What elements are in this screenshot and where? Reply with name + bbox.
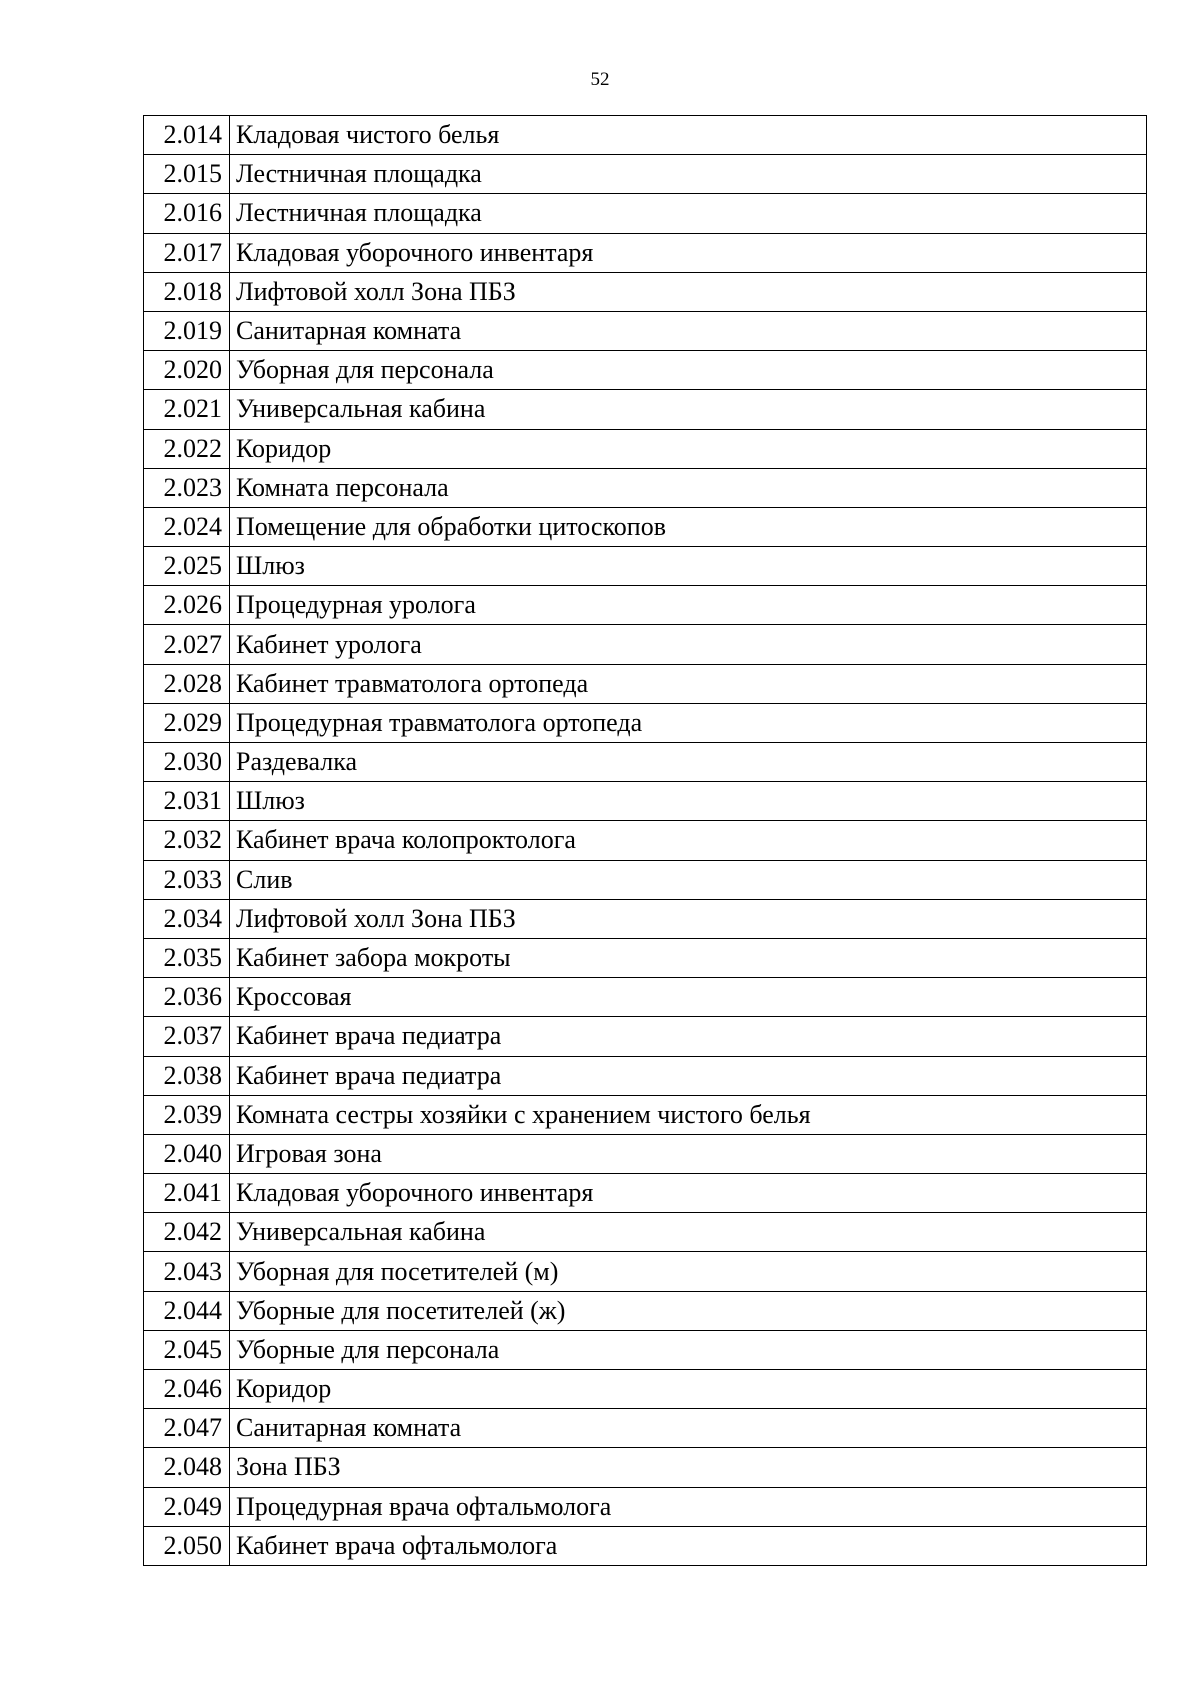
room-name-cell: Кабинет забора мокроты xyxy=(230,938,1147,977)
room-name-cell: Лестничная площадка xyxy=(230,155,1147,194)
room-code-cell: 2.025 xyxy=(144,547,230,586)
room-name-cell: Помещение для обработки цитоскопов xyxy=(230,507,1147,546)
room-name-cell: Кладовая уборочного инвентаря xyxy=(230,233,1147,272)
room-code-cell: 2.016 xyxy=(144,194,230,233)
table-row xyxy=(144,899,1147,938)
room-code-cell: 2.049 xyxy=(144,1487,230,1526)
room-code-cell: 2.040 xyxy=(144,1134,230,1173)
table-row xyxy=(144,586,1147,625)
table-row xyxy=(144,1409,1147,1448)
table-row xyxy=(144,1095,1147,1134)
room-code-cell: 2.015 xyxy=(144,155,230,194)
room-name-cell: Кладовая уборочного инвентаря xyxy=(230,1174,1147,1213)
table-row xyxy=(144,1056,1147,1095)
table-row xyxy=(144,1017,1147,1056)
room-code-cell: 2.023 xyxy=(144,468,230,507)
room-code-cell: 2.050 xyxy=(144,1526,230,1565)
room-name-cell: Кроссовая xyxy=(230,978,1147,1017)
room-name-cell: Игровая зона xyxy=(230,1134,1147,1173)
table-row xyxy=(144,547,1147,586)
room-code-cell: 2.018 xyxy=(144,272,230,311)
room-name-cell: Комната сестры хозяйки с хранением чистого белья xyxy=(230,1095,1147,1134)
room-name-cell: Санитарная комната xyxy=(230,1409,1147,1448)
room-code-cell: 2.048 xyxy=(144,1448,230,1487)
table-row xyxy=(144,429,1147,468)
room-code-cell: 2.036 xyxy=(144,978,230,1017)
table-row xyxy=(144,1526,1147,1565)
room-name-cell: Санитарная комната xyxy=(230,311,1147,350)
table-row xyxy=(144,1174,1147,1213)
room-code-cell: 2.030 xyxy=(144,743,230,782)
room-code-cell: 2.019 xyxy=(144,311,230,350)
room-name-cell: Кабинет травматолога ортопеда xyxy=(230,664,1147,703)
table-row xyxy=(144,821,1147,860)
room-name-cell: Процедурная врача офтальмолога xyxy=(230,1487,1147,1526)
room-code-cell: 2.038 xyxy=(144,1056,230,1095)
room-code-cell: 2.014 xyxy=(144,116,230,155)
room-code-cell: 2.037 xyxy=(144,1017,230,1056)
table-row xyxy=(144,1330,1147,1369)
table-row xyxy=(144,507,1147,546)
room-name-cell: Кабинет врача офтальмолога xyxy=(230,1526,1147,1565)
table-row xyxy=(144,351,1147,390)
room-code-cell: 2.034 xyxy=(144,899,230,938)
table-row xyxy=(144,978,1147,1017)
room-code-cell: 2.024 xyxy=(144,507,230,546)
room-name-cell: Раздевалка xyxy=(230,743,1147,782)
room-code-cell: 2.042 xyxy=(144,1213,230,1252)
room-name-cell: Кабинет врача педиатра xyxy=(230,1056,1147,1095)
room-code-cell: 2.044 xyxy=(144,1291,230,1330)
table-row xyxy=(144,311,1147,350)
table-row xyxy=(144,194,1147,233)
table-row xyxy=(144,1370,1147,1409)
room-name-cell: Уборная для персонала xyxy=(230,351,1147,390)
room-code-cell: 2.027 xyxy=(144,625,230,664)
table-row xyxy=(144,1291,1147,1330)
room-name-cell: Шлюз xyxy=(230,547,1147,586)
table-row xyxy=(144,1134,1147,1173)
table-row xyxy=(144,1448,1147,1487)
room-name-cell: Коридор xyxy=(230,429,1147,468)
room-code-cell: 2.031 xyxy=(144,782,230,821)
room-name-cell: Лифтовой холл Зона ПБЗ xyxy=(230,272,1147,311)
room-code-cell: 2.026 xyxy=(144,586,230,625)
room-code-cell: 2.033 xyxy=(144,860,230,899)
room-name-cell: Универсальная кабина xyxy=(230,390,1147,429)
room-name-cell: Кладовая чистого белья xyxy=(230,116,1147,155)
room-name-cell: Слив xyxy=(230,860,1147,899)
table-row xyxy=(144,155,1147,194)
room-code-cell: 2.021 xyxy=(144,390,230,429)
table-row xyxy=(144,468,1147,507)
table-row xyxy=(144,1487,1147,1526)
room-code-cell: 2.045 xyxy=(144,1330,230,1369)
rooms-table xyxy=(143,115,1147,1566)
room-name-cell: Уборная для посетителей (м) xyxy=(230,1252,1147,1291)
room-name-cell: Кабинет уролога xyxy=(230,625,1147,664)
table-row xyxy=(144,1252,1147,1291)
room-code-cell: 2.035 xyxy=(144,938,230,977)
table-row xyxy=(144,703,1147,742)
room-name-cell: Кабинет врача педиатра xyxy=(230,1017,1147,1056)
table-row xyxy=(144,782,1147,821)
table-row xyxy=(144,664,1147,703)
table-row xyxy=(144,743,1147,782)
room-code-cell: 2.041 xyxy=(144,1174,230,1213)
room-name-cell: Кабинет врача колопроктолога xyxy=(230,821,1147,860)
room-name-cell: Шлюз xyxy=(230,782,1147,821)
room-name-cell: Зона ПБЗ xyxy=(230,1448,1147,1487)
room-name-cell: Процедурная уролога xyxy=(230,586,1147,625)
table-row xyxy=(144,233,1147,272)
room-code-cell: 2.020 xyxy=(144,351,230,390)
room-code-cell: 2.039 xyxy=(144,1095,230,1134)
table-row xyxy=(144,272,1147,311)
room-name-cell: Лифтовой холл Зона ПБЗ xyxy=(230,899,1147,938)
room-name-cell: Комната персонала xyxy=(230,468,1147,507)
room-name-cell: Коридор xyxy=(230,1370,1147,1409)
table-row xyxy=(144,390,1147,429)
table-row xyxy=(144,1213,1147,1252)
room-code-cell: 2.028 xyxy=(144,664,230,703)
table-row xyxy=(144,625,1147,664)
room-name-cell: Уборные для персонала xyxy=(230,1330,1147,1369)
page-number: 52 xyxy=(590,69,610,90)
room-code-cell: 2.017 xyxy=(144,233,230,272)
table-row xyxy=(144,116,1147,155)
table-row xyxy=(144,860,1147,899)
room-code-cell: 2.032 xyxy=(144,821,230,860)
room-code-cell: 2.047 xyxy=(144,1409,230,1448)
room-name-cell: Универсальная кабина xyxy=(230,1213,1147,1252)
room-code-cell: 2.043 xyxy=(144,1252,230,1291)
rooms-table-body xyxy=(144,116,1147,1566)
room-code-cell: 2.029 xyxy=(144,703,230,742)
room-code-cell: 2.022 xyxy=(144,429,230,468)
room-code-cell: 2.046 xyxy=(144,1370,230,1409)
table-row xyxy=(144,938,1147,977)
room-name-cell: Лестничная площадка xyxy=(230,194,1147,233)
room-name-cell: Процедурная травматолога ортопеда xyxy=(230,703,1147,742)
room-name-cell: Уборные для посетителей (ж) xyxy=(230,1291,1147,1330)
